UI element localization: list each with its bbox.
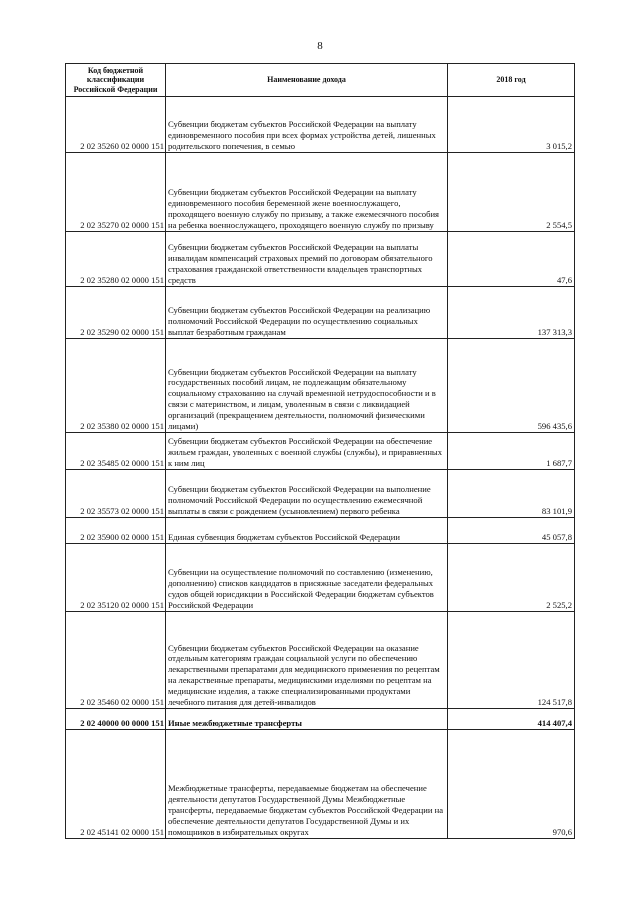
revenue-name: Иные межбюджетные трансферты <box>166 709 448 730</box>
amount-2018: 596 435,6 <box>448 339 575 433</box>
table-row <box>66 97 575 153</box>
budget-code: 2 02 45141 02 0000 151 <box>66 730 166 839</box>
amount-2018: 83 101,9 <box>448 470 575 518</box>
revenue-name: Единая субвенция бюджетам субъектов Российской Федерации <box>166 518 448 544</box>
table-row <box>66 287 575 339</box>
revenue-name: Субвенции бюджетам субъектов Российской Федерации на выполнение полномочий Российской Федерации по осуществлению ежемесячной выплаты в связи с рождением (усыновлением) первого ребенка <box>166 470 448 518</box>
amount-2018: 1 687,7 <box>448 433 575 470</box>
budget-code: 2 02 35380 02 0000 151 <box>66 339 166 433</box>
table-row-subtotal <box>66 709 575 730</box>
revenue-name: Субвенции бюджетам субъектов Российской Федерации на оказание отдельным категориям граждан социальной услуги по обеспечению лекарственными препаратами для медицинского применения по рецептам на лекарственные препараты, медицинскими изделиями по рецептам на медицинские изделия, а также специализированными продуктами лечебного питания для детей-инвалидов <box>166 612 448 709</box>
budget-code: 2 02 35460 02 0000 151 <box>66 612 166 709</box>
amount-2018: 2 554,5 <box>448 153 575 232</box>
amount-2018: 137 313,3 <box>448 287 575 339</box>
revenue-name: Субвенции бюджетам субъектов Российской Федерации на реализацию полномочий Российской Федерации по осуществлению социальных выплат безработным гражданам <box>166 287 448 339</box>
amount-2018: 45 057,8 <box>448 518 575 544</box>
table-row <box>66 470 575 518</box>
amount-2018: 970,6 <box>448 730 575 839</box>
revenue-name: Субвенции бюджетам субъектов Российской Федерации на выплату единовременного пособия при всех формах устройства детей, лишенных родительского попечения, в семью <box>166 97 448 153</box>
amount-2018: 414 407,4 <box>448 709 575 730</box>
revenue-name: Субвенции бюджетам субъектов Российской Федерации на выплату единовременного пособия беременной жене военнослужащего, проходящего военную службу по призыву, а также ежемесячного пособия на ребенка военнослужащего, проходящего военную службу по призыву <box>166 153 448 232</box>
header-year: 2018 год <box>448 64 575 97</box>
revenue-name: Субвенции бюджетам субъектов Российской Федерации на выплаты инвалидам компенсаций страховых премий по договорам обязательного страхования гражданской ответственности владельцев транспортных средств <box>166 232 448 287</box>
amount-2018: 47,6 <box>448 232 575 287</box>
table-row <box>66 518 575 544</box>
amount-2018: 124 517,8 <box>448 612 575 709</box>
revenue-table <box>65 63 575 839</box>
table-row <box>66 153 575 232</box>
header-code: Код бюджетной классификации Российской Федерации <box>66 64 166 97</box>
table-row <box>66 339 575 433</box>
table-row <box>66 433 575 470</box>
table-row <box>66 612 575 709</box>
budget-code: 2 02 35280 02 0000 151 <box>66 232 166 287</box>
budget-code: 2 02 35290 02 0000 151 <box>66 287 166 339</box>
revenue-name: Субвенции бюджетам субъектов Российской Федерации на обеспечение жильем граждан, уволенных с военной службы (службы), и приравненных к ним лиц <box>166 433 448 470</box>
revenue-name: Субвенции бюджетам субъектов Российской Федерации на выплату государственных пособий лицам, не подлежащим обязательному социальному страхованию на случай временной нетрудоспособности и в связи с материнством, и лицам, уволенным в связи с ликвидацией организаций (прекращением деятельности, полномочий физическими лицами) <box>166 339 448 433</box>
table-row <box>66 232 575 287</box>
table-row <box>66 730 575 839</box>
budget-code: 2 02 35120 02 0000 151 <box>66 544 166 612</box>
table-header-row <box>66 64 575 97</box>
amount-2018: 2 525,2 <box>448 544 575 612</box>
budget-code: 2 02 35573 02 0000 151 <box>66 470 166 518</box>
budget-code: 2 02 35270 02 0000 151 <box>66 153 166 232</box>
budget-code: 2 02 40000 00 0000 151 <box>66 709 166 730</box>
page-number: 8 <box>317 40 323 52</box>
amount-2018: 3 015,2 <box>448 97 575 153</box>
revenue-name: Субвенции на осуществление полномочий по составлению (изменению, дополнению) списков кандидатов в присяжные заседатели федеральных судов общей юрисдикции в Российской Федерации бюджетам субъектов Российской Федерации <box>166 544 448 612</box>
revenue-name: Межбюджетные трансферты, передаваемые бюджетам на обеспечение деятельности депутатов Государственной Думы Межбюджетные трансферты, передаваемые бюджетам субъектов Российской Федерации на обеспечение деятельности депутатов Государственной Думы и их помощников в избирательных округах <box>166 730 448 839</box>
budget-code: 2 02 35485 02 0000 151 <box>66 433 166 470</box>
header-name: Наименование дохода <box>166 64 448 97</box>
budget-code: 2 02 35900 02 0000 151 <box>66 518 166 544</box>
table-row <box>66 544 575 612</box>
budget-code: 2 02 35260 02 0000 151 <box>66 97 166 153</box>
